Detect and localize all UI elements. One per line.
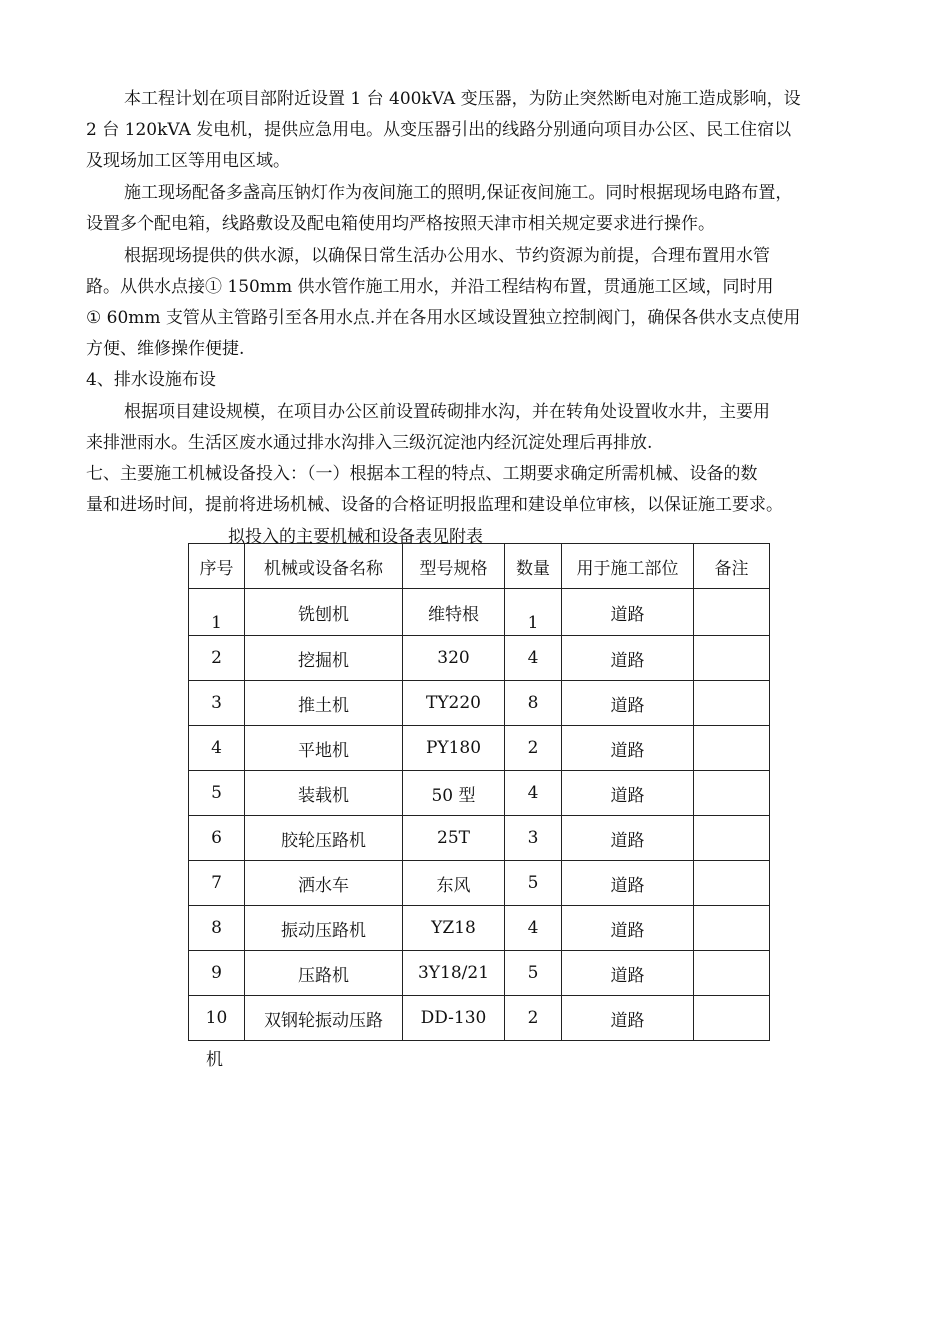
cell-quantity: 5 (505, 951, 562, 996)
cell-model: 东风 (403, 861, 505, 906)
cell-quantity: 1 (505, 589, 562, 636)
table-row (189, 816, 770, 861)
cell-model: 25T (403, 816, 505, 861)
cell-notes (694, 636, 770, 681)
cell-index: 3 (189, 681, 245, 726)
cell-model: DD-130 (403, 996, 505, 1041)
header-notes: 备注 (694, 544, 770, 589)
table-caption: 拟投入的主要机械和设备表见附表 (228, 527, 483, 547)
cell-model: TY220 (403, 681, 505, 726)
cell-location: 道路 (562, 589, 694, 636)
header-name: 机械或设备名称 (245, 544, 403, 589)
cell-name: 装载机 (245, 771, 403, 816)
cell-location: 道路 (562, 771, 694, 816)
cell-index: 5 (189, 771, 245, 816)
cell-index: 2 (189, 636, 245, 681)
cell-notes (694, 589, 770, 636)
cell-name: 推土机 (245, 681, 403, 726)
paragraph-line: 根据项目建设规模，在项目办公区前设置砖砌排水沟，并在转角处设置收水井，主要用 (124, 402, 770, 422)
cell-location: 道路 (562, 996, 694, 1041)
table-row (189, 996, 770, 1041)
header-model: 型号规格 (403, 544, 505, 589)
cell-index: 4 (189, 726, 245, 771)
cell-name: 铣刨机 (245, 589, 403, 636)
cell-quantity: 5 (505, 861, 562, 906)
cell-name: 平地机 (245, 726, 403, 771)
paragraph-line: 施工现场配备多盏高压钠灯作为夜间施工的照明,保证夜间施工。同时根据现场电路布置， (124, 183, 793, 203)
cell-notes (694, 906, 770, 951)
cell-model: 320 (403, 636, 505, 681)
cell-index: 10 (189, 996, 245, 1041)
section-heading: 七、主要施工机械设备投入：（一）根据本工程的特点、工期要求确定所需机械、设备的数 (86, 464, 758, 484)
table-row (189, 726, 770, 771)
section-heading: 4、排水设施布设 (86, 370, 216, 390)
table-overflow-text: 机 (206, 1050, 223, 1070)
cell-name: 洒水车 (245, 861, 403, 906)
cell-location: 道路 (562, 636, 694, 681)
cell-model: YZ18 (403, 906, 505, 951)
cell-name: 胶轮压路机 (245, 816, 403, 861)
cell-quantity: 4 (505, 771, 562, 816)
table-row (189, 771, 770, 816)
cell-location: 道路 (562, 951, 694, 996)
cell-name: 振动压路机 (245, 906, 403, 951)
cell-location: 道路 (562, 816, 694, 861)
table-row (189, 636, 770, 681)
cell-name: 压路机 (245, 951, 403, 996)
cell-index: 7 (189, 861, 245, 906)
table-row (189, 906, 770, 951)
cell-notes (694, 816, 770, 861)
paragraph-line: 根据现场提供的供水源，以确保日常生活办公用水、节约资源为前提，合理布置用水管 (124, 246, 770, 266)
cell-name: 挖掘机 (245, 636, 403, 681)
cell-quantity: 4 (505, 906, 562, 951)
paragraph-line: 量和进场时间，提前将进场机械、设备的合格证明报监理和建设单位审核，以保证施工要求。 (86, 495, 783, 515)
cell-index: 6 (189, 816, 245, 861)
paragraph-line: 本工程计划在项目部附近设置 1 台 400kVA 变压器，为防止突然断电对施工造成影响，设 (124, 89, 801, 109)
cell-location: 道路 (562, 681, 694, 726)
table-header-row (189, 544, 770, 589)
cell-quantity: 8 (505, 681, 562, 726)
cell-notes (694, 951, 770, 996)
cell-quantity: 2 (505, 726, 562, 771)
cell-quantity: 3 (505, 816, 562, 861)
cell-model: 维特根 (403, 589, 505, 636)
cell-model: PY180 (403, 726, 505, 771)
paragraph-line: 设置多个配电箱，线路敷设及配电箱使用均严格按照天津市相关规定要求进行操作。 (86, 214, 715, 234)
cell-location: 道路 (562, 906, 694, 951)
paragraph-line: 方便、维修操作便捷. (86, 339, 245, 359)
cell-notes (694, 726, 770, 771)
cell-notes (694, 771, 770, 816)
paragraph-line: 来排泄雨水。生活区废水通过排水沟排入三级沉淀池内经沉淀处理后再排放. (86, 433, 653, 453)
cell-index: 9 (189, 951, 245, 996)
cell-location: 道路 (562, 726, 694, 771)
cell-notes (694, 861, 770, 906)
table-row (189, 951, 770, 996)
cell-index: 8 (189, 906, 245, 951)
paragraph-line: 2 台 120kVA 发电机，提供应急用电。从变压器引出的线路分别通向项目办公区、民工住宿以 (86, 120, 792, 140)
cell-model: 3Y18/21 (403, 951, 505, 996)
cell-name: 双钢轮振动压路 (245, 996, 403, 1041)
equipment-table (188, 543, 770, 1041)
table-row (189, 861, 770, 906)
table-row (189, 589, 770, 636)
paragraph-line: ① 60mm 支管从主管路引至各用水点.并在各用水区域设置独立控制阀门，确保各供水支点使用 (86, 308, 801, 328)
header-location: 用于施工部位 (562, 544, 694, 589)
header-index: 序号 (189, 544, 245, 589)
paragraph-line: 路。从供水点接① 150mm 供水管作施工用水，并沿工程结构布置，贯通施工区域，同时用 (86, 277, 774, 297)
cell-model: 50 型 (403, 771, 505, 816)
cell-notes (694, 996, 770, 1041)
cell-quantity: 4 (505, 636, 562, 681)
paragraph-line: 及现场加工区等用电区域。 (86, 151, 290, 171)
header-quantity: 数量 (505, 544, 562, 589)
cell-notes (694, 681, 770, 726)
cell-location: 道路 (562, 861, 694, 906)
cell-index: 1 (189, 589, 245, 636)
table-row (189, 681, 770, 726)
cell-quantity: 2 (505, 996, 562, 1041)
